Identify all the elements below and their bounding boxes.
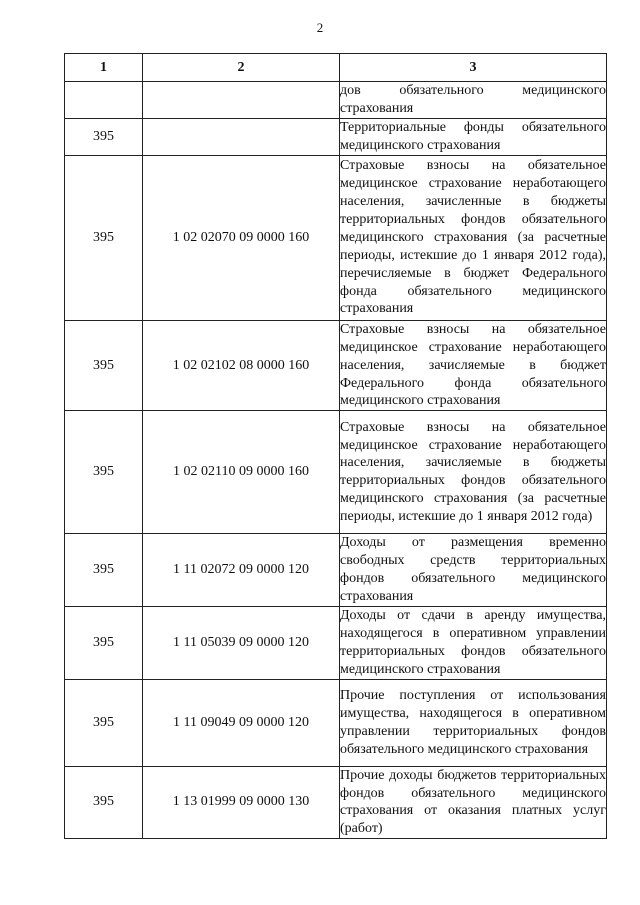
row-admin-code: 395 bbox=[65, 534, 143, 607]
row-budget-code bbox=[143, 82, 340, 119]
table-row bbox=[65, 766, 607, 839]
row-admin-code: 395 bbox=[65, 606, 143, 679]
table-row bbox=[65, 82, 607, 119]
row-admin-code: 395 bbox=[65, 320, 143, 411]
row-budget-code: 1 11 09049 09 0000 120 bbox=[143, 679, 340, 766]
row-admin-code bbox=[65, 82, 143, 119]
column-header-2: 2 bbox=[143, 54, 340, 82]
budget-codes-table bbox=[64, 53, 607, 839]
table-row bbox=[65, 606, 607, 679]
row-admin-code: 395 bbox=[65, 119, 143, 156]
table-row bbox=[65, 155, 607, 320]
row-budget-code: 1 11 02072 09 0000 120 bbox=[143, 534, 340, 607]
row-description: Страховые взносы на обязательное медицинское страхование неработающего населения, зачисленные в бюджеты территориальных фондов обязательного медицинского страхования (за расчетные периоды, истекшие до 1 января 2012 года), перечисляемые в бюджет Федерального фонда обязательного медицинского страхования bbox=[340, 155, 607, 320]
column-header-3: 3 bbox=[340, 54, 607, 82]
table-row bbox=[65, 411, 607, 534]
row-budget-code bbox=[143, 119, 340, 156]
table-row bbox=[65, 679, 607, 766]
header-row bbox=[65, 54, 607, 82]
row-description: Страховые взносы на обязательное медицинское страхование неработающего населения, зачисляемые в бюджеты территориальных фондов обязательного медицинского страхования (за расчетные периоды, истекшие до 1 января 2012 года) bbox=[340, 411, 607, 534]
row-budget-code: 1 02 02070 09 0000 160 bbox=[143, 155, 340, 320]
row-description: Страховые взносы на обязательное медицинское страхование неработающего населения, зачисляемые в бюджет Федерального фонда обязательного медицинского страхования bbox=[340, 320, 607, 411]
row-budget-code: 1 02 02110 09 0000 160 bbox=[143, 411, 340, 534]
row-budget-code: 1 13 01999 09 0000 130 bbox=[143, 766, 340, 839]
row-budget-code: 1 02 02102 08 0000 160 bbox=[143, 320, 340, 411]
row-description: Территориальные фонды обязательного медицинского страхования bbox=[340, 119, 607, 156]
page-number: 2 bbox=[316, 20, 324, 35]
table-row bbox=[65, 534, 607, 607]
table-row bbox=[65, 320, 607, 411]
row-description: Доходы от размещения временно свободных средств территориальных фондов обязательного медицинского страхования bbox=[340, 534, 607, 607]
row-admin-code: 395 bbox=[65, 411, 143, 534]
row-description: дов обязательного медицинского страхования bbox=[340, 82, 607, 119]
row-description: Доходы от сдачи в аренду имущества, находящегося в оперативном управлении территориальных фондов обязательного медицинского страхования bbox=[340, 606, 607, 679]
table-row bbox=[65, 119, 607, 156]
row-admin-code: 395 bbox=[65, 679, 143, 766]
row-budget-code: 1 11 05039 09 0000 120 bbox=[143, 606, 340, 679]
row-description: Прочие поступления от использования имущества, находящегося в оперативном управлении территориальных фондов обязательного медицинского страхования bbox=[340, 679, 607, 766]
row-admin-code: 395 bbox=[65, 766, 143, 839]
column-header-1: 1 bbox=[65, 54, 143, 82]
row-admin-code: 395 bbox=[65, 155, 143, 320]
row-description: Прочие доходы бюджетов территориальных фондов обязательного медицинского страхования от оказания платных услуг (работ) bbox=[340, 766, 607, 839]
